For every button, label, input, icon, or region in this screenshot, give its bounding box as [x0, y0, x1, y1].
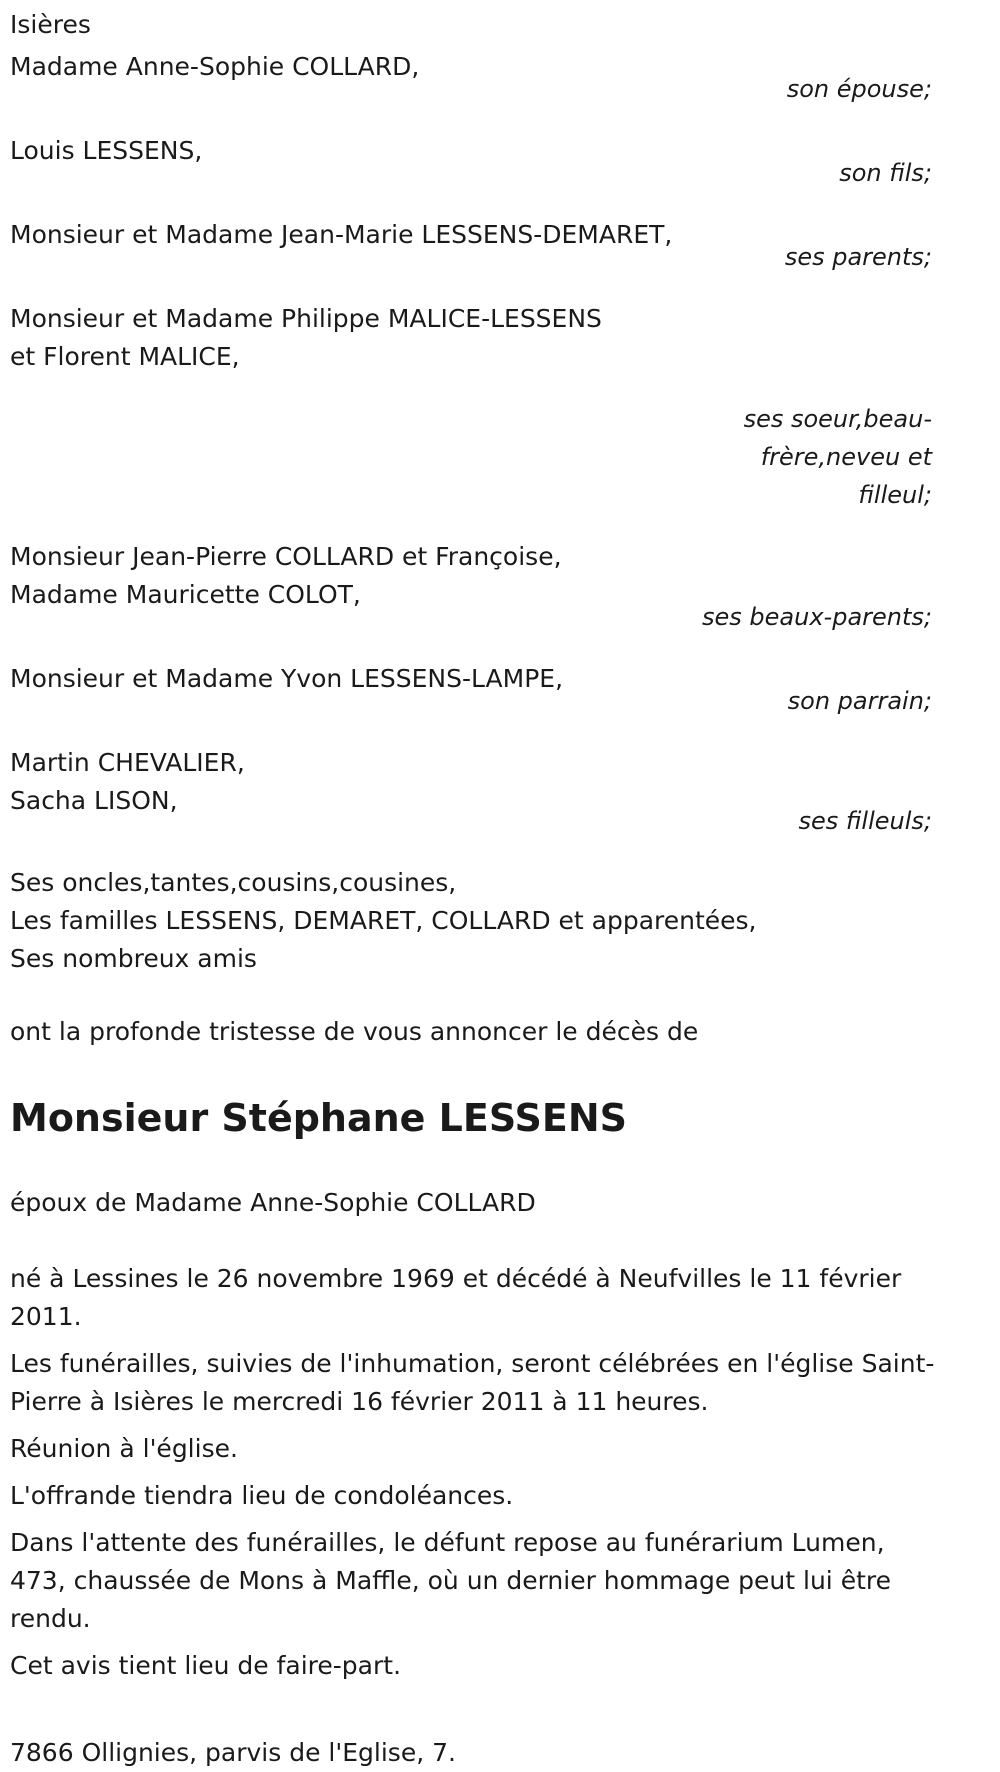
- family-group-spouse: [10, 48, 990, 108]
- family-group-parents: [10, 216, 990, 276]
- viewing-details: Dans l'attente des funérailles, le défunt repose au funérarium Lumen, 473, chaussée de Mons à Maffle, où un dernier hommage peut lui être rendu.: [10, 1528, 891, 1633]
- family-relation: ses beaux-parents;: [702, 603, 932, 631]
- birth-death-details: né à Lessines le 26 novembre 1969 et décédé à Neufvilles le 11 février 2011.: [10, 1264, 902, 1331]
- family-relation: ses parents;: [784, 243, 932, 271]
- extended-family-line: Les familles LESSENS, DEMARET, COLLARD et apparentées,: [10, 906, 757, 935]
- family-name: Monsieur et Madame Jean-Marie LESSENS-DEMARET,: [10, 220, 673, 249]
- family-relation: ses filleuls;: [798, 807, 932, 835]
- family-relation: son épouse;: [786, 75, 932, 103]
- funeral-details: Les funérailles, suivies de l'inhumation, seront célébrées en l'église Saint-Pierre à Isières le mercredi 16 février 2011 à 11 heures.: [10, 1349, 935, 1416]
- family-name: et Florent MALICE,: [10, 342, 240, 371]
- family-name: Monsieur Jean-Pierre COLLARD et Françoise,: [10, 542, 562, 571]
- family-relation: son fils;: [839, 159, 932, 187]
- deceased-name: Monsieur Stéphane LESSENS: [10, 1096, 627, 1140]
- meeting-details: Réunion à l'église.: [10, 1434, 238, 1463]
- family-relation: ses soeur,beau-frère,neveu et filleul;: [743, 405, 932, 509]
- address: 7866 Ollignies, parvis de l'Eglise, 7.: [10, 1738, 456, 1767]
- family-group-godfather: [10, 660, 990, 720]
- family-name: Monsieur et Madame Philippe MALICE-LESSENS: [10, 304, 602, 333]
- location: Isières: [10, 10, 91, 39]
- family-name: Martin CHEVALIER,: [10, 748, 245, 777]
- extended-family-line: Ses oncles,tantes,cousins,cousines,: [10, 868, 457, 897]
- family-group-in-laws: [10, 538, 990, 636]
- extended-family-line: Ses nombreux amis: [10, 944, 257, 973]
- family-group-sister: [10, 300, 990, 514]
- family-name: Monsieur et Madame Yvon LESSENS-LAMPE,: [10, 664, 564, 693]
- family-relation: son parrain;: [787, 687, 932, 715]
- family-name: Madame Anne-Sophie COLLARD,: [10, 52, 420, 81]
- spouse-line: époux de Madame Anne-Sophie COLLARD: [10, 1188, 536, 1217]
- family-group-godchildren: [10, 744, 990, 840]
- announcement: ont la profonde tristesse de vous annoncer le décès de: [10, 1017, 699, 1046]
- family-group-son: [10, 132, 990, 192]
- family-name: Sacha LISON,: [10, 786, 178, 815]
- family-name: Louis LESSENS,: [10, 136, 203, 165]
- family-name: Madame Mauricette COLOT,: [10, 580, 361, 609]
- extended-family: [10, 864, 990, 978]
- offering-details: L'offrande tiendra lieu de condoléances.: [10, 1481, 514, 1510]
- notice-details: Cet avis tient lieu de faire-part.: [10, 1651, 402, 1680]
